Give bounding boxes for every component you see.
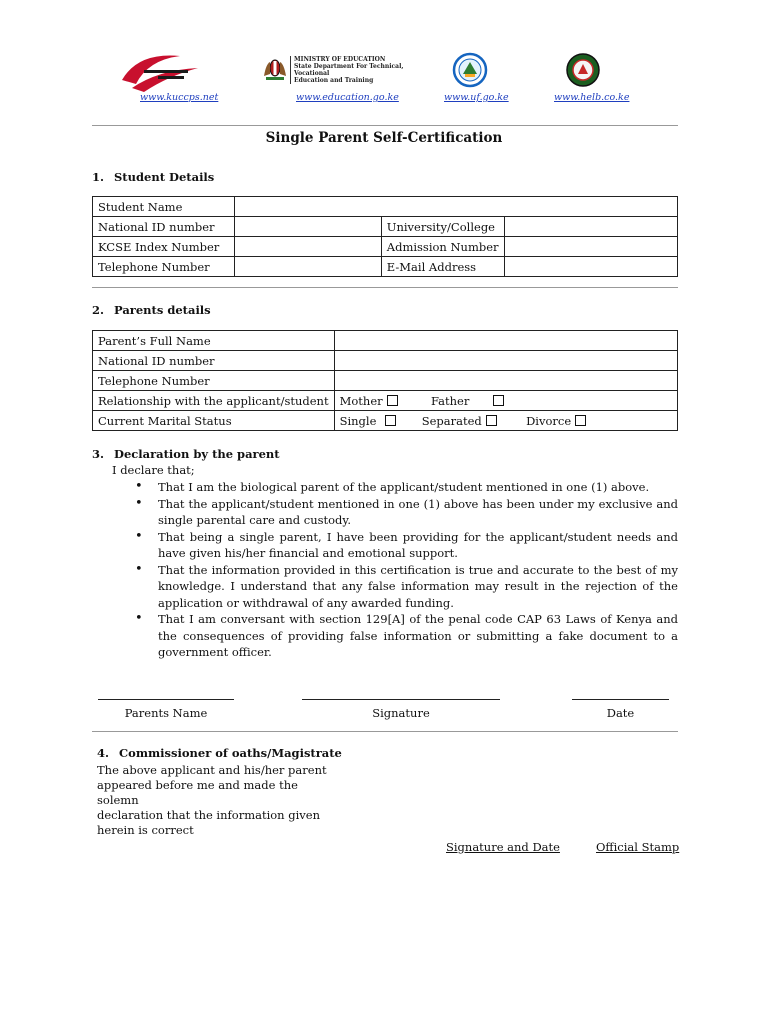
separated-checkbox[interactable] [486,415,497,426]
list-item: • That I am conversant with section 129[A] of the penal code CAP 63 Laws of Kenya and the consequences of providing false information or submitting a fake document to a government officer. [130,611,678,661]
university-field[interactable] [504,217,677,237]
parent-telephone-label: Telephone Number [93,371,335,391]
parent-full-name-field[interactable] [334,331,677,351]
parents-name-label: Parents Name [124,706,208,720]
separated-option-label: Separated [421,413,482,428]
mother-option-label: Mother [339,393,383,408]
kcse-index-label: KCSE Index Number [93,237,235,257]
section-divider-2 [92,731,678,732]
list-item: • That the applicant/student mentioned in one (1) above has been under my exclusive and single parental care and custody. [130,496,678,529]
marital-status-label: Current Marital Status [93,411,335,431]
commissioner-statement: The above applicant and his/her parent appeared before me and made the solemn declaration that the information given herein is correct [97,763,327,837]
marital-status-options [334,411,677,431]
university-label: University/College [381,217,504,237]
admission-number-label: Admission Number [381,237,504,257]
ministry-of-education-caption: MINISTRY OF EDUCATION State Department For Technical, Vocational Education and Training [290,56,404,84]
list-item: • That the information provided in this certification is true and accurate to the best of my knowledge. I understand that any false information may result in the rejection of the application or withdrawal of any awarded funding. [130,562,678,612]
mother-checkbox[interactable] [387,395,398,406]
email-label: E-Mail Address [381,257,504,277]
section-2-heading: 2. Parents details [92,303,211,317]
page-title: Single Parent Self-Certification [265,130,503,146]
relationship-options [334,391,677,411]
kuccps-logo [118,50,202,97]
date-line[interactable] [572,699,669,700]
admission-number-field[interactable] [504,237,677,257]
section-4-heading: 4. Commissioner of oaths/Magistrate [97,746,342,760]
section-3-heading: 3. Declaration by the parent [92,447,280,461]
parent-full-name-label: Parent’s Full Name [93,331,335,351]
signature-line[interactable] [302,699,500,700]
student-name-label: Student Name [93,197,235,217]
relationship-label: Relationship with the applicant/student [93,391,335,411]
kenya-coat-of-arms-icon [262,54,288,85]
declaration-intro: I declare that; [112,463,195,477]
list-item: • That being a single parent, I have been providing for the applicant/student needs and have given his/her financial and emotional support. [130,529,678,562]
parent-national-id-field[interactable] [334,351,677,371]
list-item: • That I am the biological parent of the applicant/student mentioned in one (1) above. [130,479,678,496]
section-1-heading: 1. Student Details [92,170,215,184]
student-national-id-field[interactable] [234,217,381,237]
kuccps-link[interactable]: www.kuccps.net [140,92,219,103]
student-telephone-label: Telephone Number [93,257,235,277]
email-field[interactable] [504,257,677,277]
parents-details-table [92,330,678,431]
official-stamp-label: Official Stamp [596,840,680,854]
parents-name-line[interactable] [98,699,234,700]
header-divider [92,125,678,126]
single-option-label: Single [339,413,377,428]
student-details-table [92,196,678,277]
single-checkbox[interactable] [385,415,396,426]
universities-fund-logo [452,52,488,93]
parent-national-id-label: National ID number [93,351,335,371]
kcse-index-field[interactable] [234,237,381,257]
declaration-list [130,479,678,661]
father-checkbox[interactable] [493,395,504,406]
signature-and-date-label: Signature and Date [446,840,560,854]
parent-telephone-field[interactable] [334,371,677,391]
section-divider-1 [92,287,678,288]
education-link[interactable]: www.education.go.ke [296,92,399,103]
divorce-option-label: Divorce [526,413,572,428]
student-name-field[interactable] [234,197,677,217]
date-label: Date [606,706,635,720]
student-national-id-label: National ID number [93,217,235,237]
father-option-label: Father [430,393,470,408]
helb-link[interactable]: www.helb.co.ke [554,92,630,103]
signature-label: Signature [372,706,430,720]
divorce-checkbox[interactable] [575,415,586,426]
helb-logo [565,52,601,93]
uf-link[interactable]: www.uf.go.ke [444,92,509,103]
student-telephone-field[interactable] [234,257,381,277]
